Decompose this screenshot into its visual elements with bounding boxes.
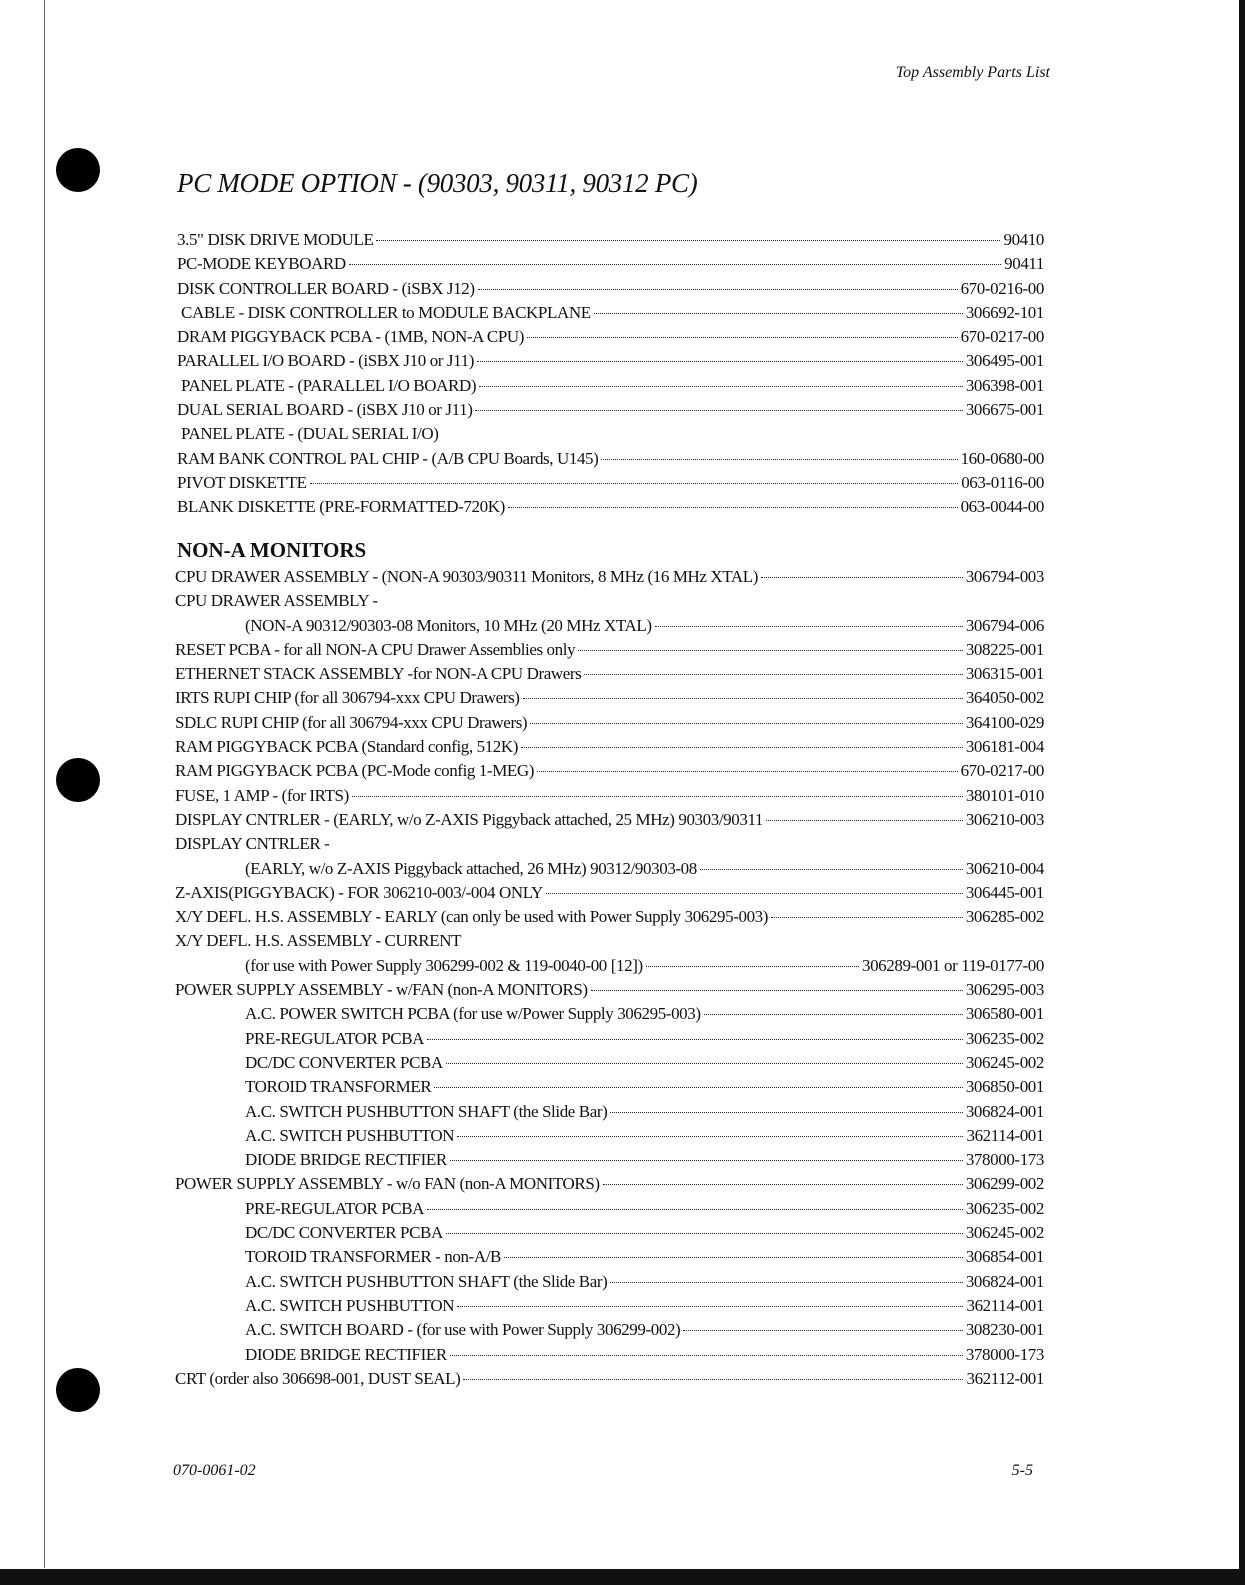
dot-leader [427, 1039, 963, 1040]
punch-hole-icon [56, 758, 100, 802]
part-number: 90410 [1003, 230, 1044, 249]
punch-hole-icon [56, 148, 100, 192]
dot-leader [475, 410, 962, 411]
part-number: 063-0044-00 [960, 497, 1044, 517]
dot-leader [704, 1014, 963, 1015]
part-description: X/Y DEFL. H.S. ASSEMBLY - EARLY (can only be used with Power Supply 306295-003) [175, 907, 769, 927]
parts-list-row [175, 759, 1044, 783]
parts-list-row [175, 784, 1044, 808]
part-description: RESET PCBA - for all NON-A CPU Drawer Assemblies only [175, 639, 576, 659]
parts-list-row [177, 228, 1044, 252]
part-number: 306299-002 [965, 1174, 1044, 1194]
parts-list-row [175, 638, 1044, 662]
part-description: CPU DRAWER ASSEMBLY - (NON-A 90303/90311 Monitors, 8 MHz (16 MHz XTAL) [175, 567, 759, 586]
document-number: 070-0061-02 [173, 1462, 256, 1479]
part-number: 306854-001 [965, 1247, 1044, 1267]
part-description: DUAL SERIAL BOARD - (iSBX J10 or J11) [177, 400, 473, 420]
parts-list-row [175, 1002, 1044, 1026]
dot-leader [537, 771, 958, 772]
dot-leader [594, 313, 963, 314]
parts-list-row [177, 349, 1044, 373]
part-number: 362114-001 [966, 1125, 1044, 1145]
dot-leader [601, 459, 957, 460]
part-description: PC-MODE KEYBOARD [177, 254, 346, 274]
part-description: DISPLAY CNTRLER - [175, 834, 330, 854]
dot-leader [446, 1233, 963, 1234]
punch-hole-icon [56, 1368, 100, 1412]
dot-leader [504, 1257, 963, 1258]
part-description: A.C. POWER SWITCH PCBA (for use w/Power Supply 306295-003) [245, 1004, 701, 1024]
parts-list-row [177, 277, 1044, 301]
parts-list-row [175, 1124, 1044, 1148]
part-number: 670-0217-00 [960, 327, 1044, 347]
dot-leader [771, 917, 963, 918]
part-number: 364100-029 [965, 712, 1044, 732]
parts-list-row [175, 614, 1044, 638]
dot-leader [646, 966, 859, 967]
part-description: CABLE - DISK CONTROLLER to MODULE BACKPLANE [181, 302, 591, 322]
dot-leader [376, 240, 1000, 241]
dot-leader [479, 386, 963, 387]
dot-leader [523, 698, 963, 699]
dot-leader [352, 796, 963, 797]
part-number: 306210-003 [965, 809, 1044, 829]
dot-leader [527, 337, 958, 338]
part-description: DISPLAY CNTRLER - (EARLY, w/o Z-AXIS Piggyback attached, 25 MHz) 90303/90311 [175, 809, 764, 829]
dot-leader [508, 507, 958, 508]
parts-list-row [177, 301, 1044, 325]
part-description: A.C. SWITCH BOARD - (for use with Power Supply 306299-002) [245, 1320, 681, 1340]
part-description: PANEL PLATE - (DUAL SERIAL I/O) [181, 424, 439, 444]
part-number: 364050-002 [965, 688, 1044, 708]
parts-list-non-a-monitors [175, 565, 1044, 1391]
parts-list-row [175, 1148, 1044, 1172]
parts-list-row [175, 686, 1044, 710]
dot-leader [610, 1282, 962, 1283]
section-title-pc-mode: PC MODE OPTION - (90303, 90311, 90312 PC) [177, 168, 698, 198]
part-description: DC/DC CONVERTER PCBA [245, 1223, 443, 1243]
parts-list-row [177, 447, 1044, 471]
part-description: PRE-REGULATOR PCBA [245, 1198, 425, 1218]
parts-list-row [175, 1318, 1044, 1342]
part-description: POWER SUPPLY ASSEMBLY - w/o FAN (non-A MONITORS) [175, 1174, 600, 1194]
part-number: 362114-001 [966, 1295, 1044, 1315]
dot-leader [478, 289, 958, 290]
parts-list-row [175, 1051, 1044, 1075]
dot-leader [584, 674, 962, 675]
dot-leader [450, 1160, 963, 1161]
part-description: TOROID TRANSFORMER [245, 1077, 432, 1097]
part-description: FUSE, 1 AMP - (for IRTS) [175, 785, 349, 805]
part-description: A.C. SWITCH PUSHBUTTON [245, 1295, 455, 1315]
binder-line [44, 0, 45, 1568]
dot-leader [457, 1136, 963, 1137]
parts-list-row [175, 808, 1044, 832]
scan-edge-bottom [0, 1569, 1245, 1585]
dot-leader [546, 893, 963, 894]
parts-list-pc-mode [177, 228, 1044, 520]
dot-leader [766, 820, 963, 821]
part-description: X/Y DEFL. H.S. ASSEMBLY - CURRENT [175, 931, 462, 951]
part-number: 306824-001 [965, 1271, 1044, 1291]
part-description: A.C. SWITCH PUSHBUTTON SHAFT (the Slide Bar) [245, 1101, 608, 1121]
parts-list-row [175, 1221, 1044, 1245]
dot-leader [683, 1330, 963, 1331]
part-description: POWER SUPPLY ASSEMBLY - w/FAN (non-A MONITORS) [175, 980, 588, 1000]
dot-leader [450, 1355, 963, 1356]
part-description: (NON-A 90312/90303-08 Monitors, 10 MHz (20 MHz XTAL) [245, 615, 652, 635]
part-number: 306850-001 [965, 1077, 1044, 1097]
parts-list-row [175, 905, 1044, 929]
dot-leader [427, 1209, 963, 1210]
parts-list-row [175, 1075, 1044, 1099]
part-description: TOROID TRANSFORMER - non-A/B [245, 1247, 501, 1267]
scan-edge-right [1239, 0, 1245, 1585]
dot-leader [610, 1112, 962, 1113]
parts-list-row [177, 374, 1044, 398]
part-description: PANEL PLATE - (PARALLEL I/O BOARD) [181, 375, 477, 395]
part-description: PRE-REGULATOR PCBA [245, 1028, 425, 1048]
part-number: 306398-001 [965, 375, 1044, 395]
page-number: 5-5 [1011, 1462, 1033, 1479]
parts-list-row [175, 1294, 1044, 1318]
part-description: CRT (order also 306698-001, DUST SEAL) [175, 1368, 461, 1388]
parts-list-row [175, 1100, 1044, 1124]
part-description: DIODE BRIDGE RECTIFIER [245, 1344, 447, 1364]
part-number: 306794-006 [965, 615, 1044, 635]
dot-leader [446, 1063, 963, 1064]
parts-list-row [177, 325, 1044, 349]
dot-leader [655, 626, 963, 627]
dot-leader [591, 990, 963, 991]
part-number: 306824-001 [965, 1101, 1044, 1121]
dot-leader [434, 1087, 963, 1088]
part-description: (EARLY, w/o Z-AXIS Piggyback attached, 26 MHz) 90312/90303-08 [245, 858, 697, 878]
dot-leader [603, 1184, 963, 1185]
part-description: SDLC RUPI CHIP (for all 306794-xxx CPU Drawers) [175, 712, 528, 732]
parts-list-row [175, 954, 1044, 978]
parts-list-row [175, 1172, 1044, 1196]
part-number: 306675-001 [965, 400, 1044, 420]
parts-list-row [175, 1343, 1044, 1367]
part-number: 306285-002 [965, 907, 1044, 927]
part-number: 670-0216-00 [960, 278, 1044, 298]
part-description: DC/DC CONVERTER PCBA [245, 1052, 443, 1072]
part-description: A.C. SWITCH PUSHBUTTON [245, 1125, 455, 1145]
part-number: 306210-004 [965, 858, 1044, 878]
parts-list-row [177, 495, 1044, 519]
part-number: 378000-173 [965, 1344, 1044, 1364]
part-number: 90411 [1004, 254, 1044, 274]
part-description: ETHERNET STACK ASSEMBLY -for NON-A CPU Drawers [175, 664, 582, 684]
parts-list-row [175, 832, 1044, 856]
part-description: RAM PIGGYBACK PCBA (PC-Mode config 1-MEG) [175, 761, 535, 781]
running-head: Top Assembly Parts List [895, 64, 1050, 81]
part-number: 306245-002 [965, 1052, 1044, 1072]
part-number: 306794-003 [965, 567, 1044, 586]
parts-list-row [175, 1027, 1044, 1051]
part-description: RAM BANK CONTROL PAL CHIP - (A/B CPU Boards, U145) [177, 448, 599, 468]
part-description: DIODE BRIDGE RECTIFIER [245, 1150, 447, 1170]
part-description: RAM PIGGYBACK PCBA (Standard config, 512K) [175, 737, 519, 757]
dot-leader [521, 747, 963, 748]
parts-list-row [175, 565, 1044, 589]
part-number: 306289-001 or 119-0177-00 [861, 955, 1044, 975]
dot-leader [761, 577, 963, 578]
section-title-non-a-monitors: NON-A MONITORS [177, 538, 367, 562]
parts-list-row [175, 978, 1044, 1002]
part-number: 362112-001 [966, 1368, 1044, 1388]
part-description: PARALLEL I/O BOARD - (iSBX J10 or J11) [177, 351, 474, 371]
dot-leader [463, 1379, 963, 1380]
part-number: 306295-003 [965, 980, 1044, 1000]
part-number: 308230-001 [965, 1320, 1044, 1340]
part-description: DRAM PIGGYBACK PCBA - (1MB, NON-A CPU) [177, 327, 525, 347]
parts-list-row [175, 857, 1044, 881]
parts-list-row [175, 589, 1044, 613]
part-number: 306495-001 [965, 351, 1044, 371]
parts-list-row [177, 471, 1044, 495]
part-number: 306235-002 [965, 1198, 1044, 1218]
parts-list-row [175, 929, 1044, 953]
part-number: 378000-173 [965, 1150, 1044, 1170]
parts-list-row [175, 711, 1044, 735]
dot-leader [310, 483, 959, 484]
part-description: 3.5" DISK DRIVE MODULE [177, 230, 374, 249]
part-description: (for use with Power Supply 306299-002 & 119-0040-00 [12]) [245, 955, 643, 975]
part-number: 306235-002 [965, 1028, 1044, 1048]
dot-leader [349, 264, 1001, 265]
parts-list-row [175, 662, 1044, 686]
parts-list-row [175, 1367, 1044, 1391]
part-description: IRTS RUPI CHIP (for all 306794-xxx CPU Drawers) [175, 688, 520, 708]
part-description: DISK CONTROLLER BOARD - (iSBX J12) [177, 278, 475, 298]
dot-leader [457, 1306, 963, 1307]
parts-list-row [175, 1245, 1044, 1269]
part-number: 306692-101 [965, 302, 1044, 322]
parts-list-row [177, 252, 1044, 276]
part-number: 306315-001 [965, 664, 1044, 684]
part-description: CPU DRAWER ASSEMBLY - [175, 591, 378, 611]
part-description: A.C. SWITCH PUSHBUTTON SHAFT (the Slide Bar) [245, 1271, 608, 1291]
part-number: 063-0116-00 [961, 472, 1044, 492]
part-number: 380101-010 [965, 785, 1044, 805]
part-number: 160-0680-00 [960, 448, 1044, 468]
part-number: 306245-002 [965, 1223, 1044, 1243]
parts-list-row [175, 1270, 1044, 1294]
part-number: 306580-001 [965, 1004, 1044, 1024]
part-description: PIVOT DISKETTE [177, 472, 307, 492]
part-number: 670-0217-00 [960, 761, 1044, 781]
parts-list-row [175, 881, 1044, 905]
part-number: 306181-004 [965, 737, 1044, 757]
parts-list-row [175, 1197, 1044, 1221]
part-number: 308225-001 [965, 639, 1044, 659]
parts-list-row [177, 422, 1044, 446]
part-description: Z-AXIS(PIGGYBACK) - FOR 306210-003/-004 ONLY [175, 882, 543, 902]
part-description: BLANK DISKETTE (PRE-FORMATTED-720K) [177, 497, 505, 517]
dot-leader [477, 361, 963, 362]
part-number: 306445-001 [965, 882, 1044, 902]
dot-leader [578, 650, 963, 651]
dot-leader [530, 723, 963, 724]
dot-leader [700, 869, 963, 870]
parts-list-row [177, 398, 1044, 422]
parts-list-row [175, 735, 1044, 759]
